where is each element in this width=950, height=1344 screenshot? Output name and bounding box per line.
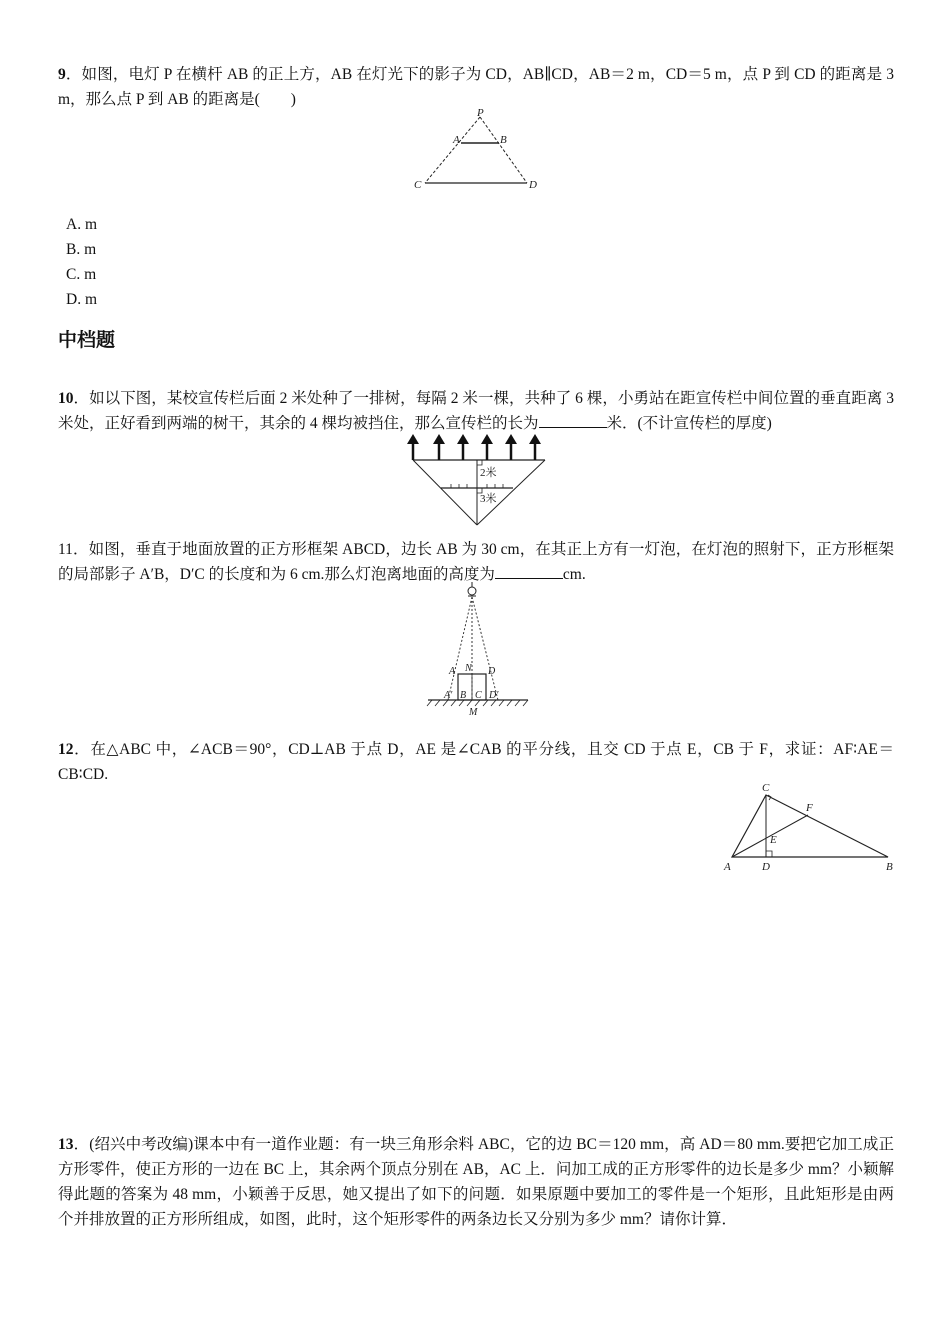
option-d[interactable]: D. m: [66, 291, 97, 308]
label-d: D: [529, 179, 537, 191]
label-m: M: [469, 707, 478, 718]
sight-line-left: [413, 460, 477, 525]
label-p: P: [477, 107, 484, 119]
label-c: C: [762, 782, 770, 794]
figure-q12-triangle: [720, 780, 900, 875]
label-b: B: [886, 861, 893, 873]
question-10: [58, 386, 894, 436]
question-text: ．在△ABC 中，∠ACB＝90°，CD⊥AB 于点 D，AE 是∠CAB 的平分线，且交 CD 于点 E，CB 于 F，求证：AF∶AE＝CB∶CD.: [58, 741, 894, 783]
label-c: C: [475, 690, 482, 701]
tree-4: [481, 434, 493, 460]
right-angle-mark-c: [768, 795, 771, 800]
question-suffix: 米．(不计宣传栏的厚度): [606, 415, 772, 432]
answer-blank[interactable]: [539, 413, 607, 428]
question-text: ．如图，电灯 P 在横杆 AB 的正上方，AB 在灯光下的影子为 CD，AB∥CD，AB＝2 m，CD＝5 m，点 P 到 CD 的距离是 3 m，那么点 P 到 AB 的距离是( ): [58, 66, 894, 108]
ray-right: [472, 597, 498, 700]
tree-3: [457, 434, 469, 460]
tree-5: [505, 434, 517, 460]
option-c[interactable]: C. m: [66, 266, 97, 283]
label-c: C: [414, 179, 422, 191]
section-title: 中档题: [58, 329, 116, 351]
label-b: B: [460, 690, 467, 701]
question-11: [58, 537, 894, 587]
tree-6: [529, 434, 541, 460]
right-angle-mark: [766, 851, 772, 857]
question-text: ．如以下图，某校宣传栏后面 2 米处种了一排树，每隔 2 米一棵，共种了 6 棵，小勇站在距宣传栏中间位置的垂直距离 3 米处，正好看到两端的树干，其余的 4 棵均被挡住，那么宣传栏的长为: [58, 390, 894, 432]
label-a: A: [449, 666, 456, 677]
answer-blank[interactable]: [495, 564, 563, 579]
label-b: B: [500, 134, 507, 146]
label-2m: 2米: [480, 467, 497, 479]
label-f: F: [806, 802, 813, 814]
tree-2: [433, 434, 445, 460]
figure-q10-trees: [405, 432, 555, 528]
option-a[interactable]: A. m: [66, 216, 97, 233]
question-number: 9: [58, 66, 66, 83]
question-text: 11．如图，垂直于地面放置的正方形框架 ABCD，边长 AB 为 30 cm，在其正上方有一灯泡，在灯泡的照射下，正方形框架的局部影子 A′B，D′C 的长度和为 6 cm.那么灯泡离地面的高度为: [58, 541, 894, 583]
question-number: 13: [58, 1136, 74, 1153]
question-number: 12: [58, 741, 74, 758]
question-number: 10: [58, 390, 74, 407]
label-e: E: [770, 834, 777, 846]
question-suffix: cm.: [562, 566, 586, 583]
label-d: D: [762, 861, 770, 873]
label-a: A: [724, 861, 731, 873]
ray-pd: [480, 117, 527, 183]
option-b[interactable]: B. m: [66, 241, 97, 258]
label-3m: 3米: [480, 493, 497, 505]
label-n: N: [465, 663, 472, 674]
bulb-icon: [468, 582, 476, 596]
right-angle-mark: [477, 460, 482, 465]
label-a: A: [453, 134, 460, 146]
figure-q9-lamp: [405, 105, 550, 197]
question-text: ．(绍兴中考改编)课本中有一道作业题：有一块三角形余料 ABC，它的边 BC＝120 mm，高 AD＝80 mm.要把它加工成正方形零件，使正方形的一边在 BC 上，其余两个顶点分别在 AB，AC 上．问加工成的正方形零件的边长是多少 mm？小颖解得此题的答案为 48 mm，小颖善于反思，她又提出了如下的问题．如果原题中要加工的零件是一个矩形，且此矩形是由两个并排放置的正方形所组成，如图，此时，这个矩形零件的两条边长又分别为多少 mm？请你计算．: [58, 1136, 894, 1228]
label-d: D: [488, 666, 496, 677]
label-a-prime: A′: [444, 690, 453, 701]
ray-pc: [425, 117, 480, 183]
label-d-prime: D′: [489, 690, 499, 701]
figure-q11-frame: [418, 582, 533, 718]
question-13: [58, 1132, 894, 1232]
ray-left: [448, 597, 472, 700]
tree-1: [407, 434, 419, 460]
